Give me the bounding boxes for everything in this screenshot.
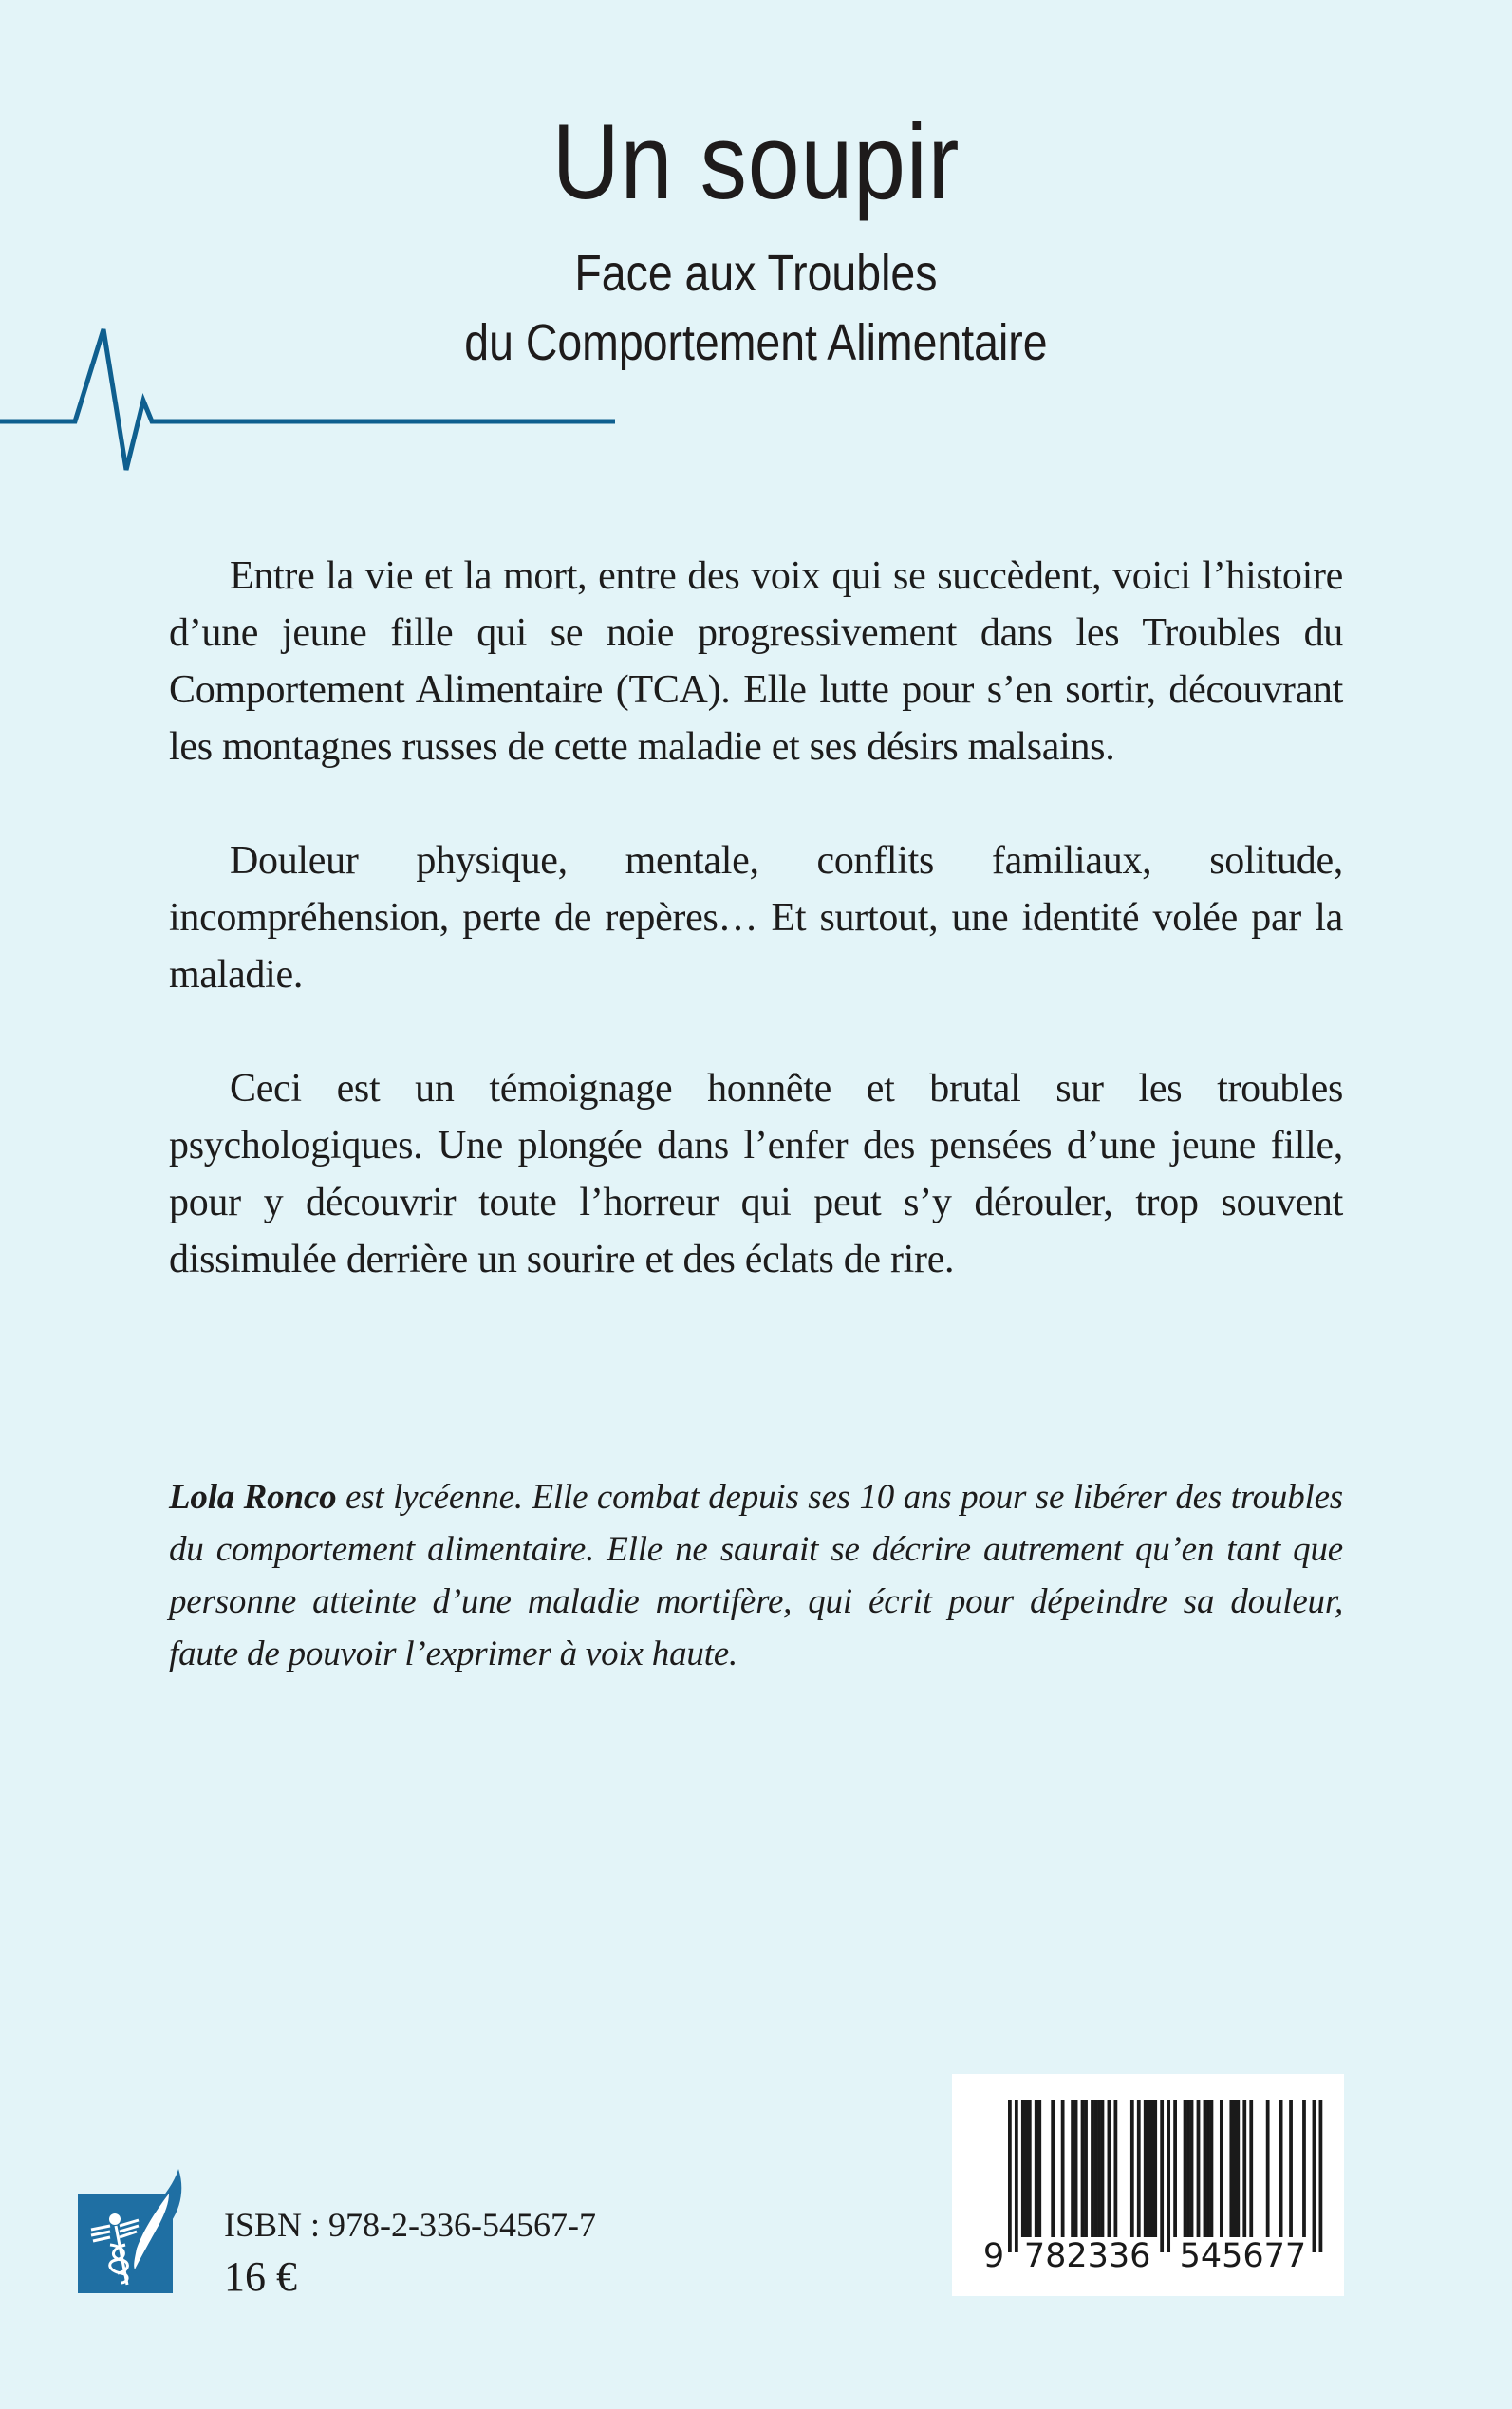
book-subtitle-line-2: du Comportement Alimentaire bbox=[464, 314, 1048, 371]
barcode-bar bbox=[1028, 2100, 1032, 2237]
author-name: Lola Ronco bbox=[169, 1478, 337, 1517]
barcode-bar bbox=[1097, 2100, 1101, 2237]
barcode-bar bbox=[1061, 2100, 1065, 2237]
barcode-bar bbox=[1021, 2100, 1025, 2237]
barcode-bar bbox=[1190, 2100, 1194, 2237]
heartbeat-line-icon bbox=[0, 313, 664, 494]
barcode-bar bbox=[1071, 2100, 1074, 2237]
barcode-bar bbox=[1081, 2100, 1085, 2237]
barcode-bar bbox=[1233, 2100, 1237, 2237]
heartbeat-line bbox=[0, 329, 615, 470]
barcode-bar bbox=[1279, 2100, 1283, 2237]
barcode-bar bbox=[1184, 2100, 1187, 2237]
barcode-digits: 782336 bbox=[1023, 2237, 1151, 2275]
barcode-bar bbox=[1153, 2100, 1157, 2237]
barcode-bar bbox=[1302, 2100, 1306, 2237]
blurb-paragraph-3-text: Ceci est un témoignage honnête et brutal sur les troubles psychologiques. Une plongée dans l’enfer des pensées d’une jeune fille, pour y découvrir toute l’horreur qui peut s’y dérouler, trop souvent dissimulée derrière un sourire et des éclats de rire. bbox=[169, 1067, 1343, 1281]
barcode-bar bbox=[1101, 2100, 1105, 2237]
barcode-bar bbox=[1137, 2100, 1141, 2237]
barcode-bar bbox=[1186, 2100, 1190, 2237]
blurb-paragraph-3 bbox=[169, 1060, 1343, 1288]
barcode-digits: 545677 bbox=[1179, 2237, 1307, 2275]
barcode-bar bbox=[1266, 2100, 1270, 2237]
barcode-digits: 9 bbox=[982, 2237, 1005, 2275]
caduceus-icon bbox=[109, 2213, 121, 2225]
blurb-paragraph-1-text: Entre la vie et la mort, entre des voix qui se succèdent, voici l’histoire d’une jeune fille qui se noie progressivement dans les Troubles du Comportement Alimentaire (TCA). Elle lutte pour s’en sortir, découvrant les montagnes russes de cette maladie et ses désirs malsains. bbox=[169, 554, 1343, 769]
barcode-bar bbox=[1147, 2100, 1150, 2237]
author-bio bbox=[169, 1471, 1343, 1680]
price: 16 € bbox=[224, 2253, 297, 2300]
barcode-bar bbox=[1035, 2100, 1038, 2237]
barcode-bar bbox=[1206, 2100, 1210, 2237]
barcode-bar bbox=[1113, 2100, 1117, 2237]
blurb-paragraph-2-text: Douleur physique, mentale, conflits familiaux, solitude, incompréhension, perte de repères… Et surtout, une identité volée par la maladie. bbox=[169, 839, 1343, 997]
barcode-bars bbox=[952, 2074, 1344, 2296]
book-subtitle-line-1: Face aux Troubles bbox=[574, 245, 938, 302]
blurb-paragraph-1 bbox=[169, 548, 1343, 775]
barcode-bar bbox=[1008, 2100, 1012, 2252]
barcode-bar bbox=[1242, 2100, 1246, 2237]
barcode-bar bbox=[1091, 2100, 1094, 2237]
blurb-paragraph-2 bbox=[169, 832, 1343, 1003]
barcode-bar bbox=[1236, 2100, 1240, 2237]
barcode-bar bbox=[1313, 2100, 1316, 2252]
barcode-bar bbox=[1173, 2100, 1177, 2237]
barcode-bar bbox=[1160, 2100, 1164, 2252]
book-title: Un soupir bbox=[551, 103, 961, 221]
barcode-bar bbox=[1015, 2100, 1018, 2252]
barcode-bar bbox=[1249, 2100, 1253, 2237]
barcode-bar bbox=[1144, 2100, 1148, 2237]
barcode-bar bbox=[1150, 2100, 1154, 2237]
barcode bbox=[952, 2074, 1344, 2296]
barcode-bar bbox=[1229, 2100, 1233, 2237]
barcode-bar bbox=[1319, 2100, 1323, 2252]
barcode-bar bbox=[1094, 2100, 1098, 2237]
isbn: ISBN : 978-2-336-54567-7 bbox=[224, 2206, 596, 2244]
barcode-bar bbox=[1220, 2100, 1223, 2237]
barcode-bar bbox=[1130, 2100, 1134, 2237]
barcode-bar bbox=[1037, 2100, 1041, 2237]
barcode-bar bbox=[1024, 2100, 1028, 2237]
barcode-bar bbox=[1084, 2100, 1088, 2237]
author-bio-text: est lycéenne. Elle combat depuis ses 10 ans pour se libérer des troubles du comportement alimentaire. Elle ne saurait se décrire autrement qu’en tant que personne atteinte d’une maladie mortifère, qui écrit pour dépeindre sa douleur, faute de pouvoir l’exprimer à voix haute. bbox=[169, 1478, 1343, 1673]
barcode-bar bbox=[1074, 2100, 1078, 2237]
barcode-bar bbox=[1210, 2100, 1214, 2237]
publisher-logo-icon bbox=[78, 2167, 184, 2296]
barcode-bar bbox=[1051, 2100, 1055, 2237]
barcode-bar bbox=[1197, 2100, 1201, 2237]
barcode-bar bbox=[1204, 2100, 1207, 2237]
barcode-bar bbox=[1167, 2100, 1170, 2252]
barcode-bar bbox=[1108, 2100, 1111, 2237]
barcode-bar bbox=[1289, 2100, 1293, 2237]
